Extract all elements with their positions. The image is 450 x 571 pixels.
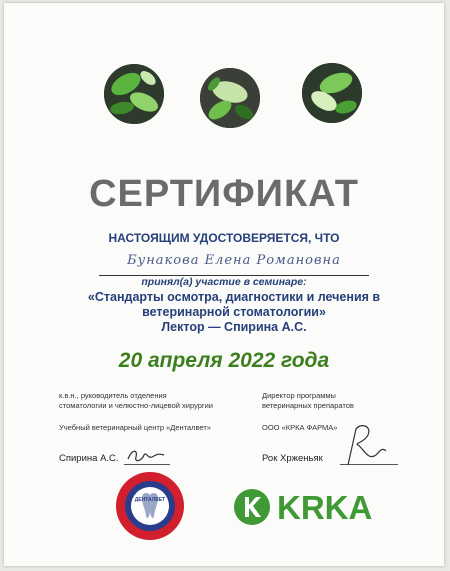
- seal-center-text: ДЕНТАЛВЕТ: [134, 497, 166, 503]
- seminar-block: [84, 290, 384, 335]
- participation-text: принял(а) участие в семинаре:: [141, 276, 307, 288]
- left-signatory-name: Спирина А.С.: [59, 453, 119, 464]
- leaf-photo-icon: [200, 68, 260, 128]
- seminar-title: «Стандарты осмотра, диагностики и лечения в ветеринарной стоматологии»: [87, 290, 381, 319]
- recipient-name: Бунакова Елена Романовна: [127, 253, 341, 268]
- leaf-photo-icon: [104, 64, 164, 124]
- dentalvet-seal-icon: [114, 470, 186, 542]
- left-position-line1: к.в.н., руководитель отделения: [59, 391, 167, 400]
- certificate-sheet: [4, 3, 444, 566]
- right-signature-scribble: [342, 421, 392, 469]
- left-signatory-organization: Учебный ветеринарный центр «Денталвет»: [59, 423, 211, 432]
- leaf-decoration-row: [4, 59, 444, 129]
- right-signatory-name: Рок Хрженьяк: [262, 453, 323, 464]
- leaf-photo-icon: [302, 63, 362, 123]
- right-position-line1: Директор программы: [262, 391, 336, 400]
- left-signature-scribble: [124, 445, 168, 467]
- left-signatory-position: [59, 391, 249, 410]
- right-position-line2: ветеринарных препаратов: [262, 400, 354, 410]
- krka-brand-text: KRKA: [277, 489, 373, 526]
- right-signatory-position: [262, 391, 432, 410]
- lecturer-line: Лектор — Спирина А.С.: [161, 320, 307, 334]
- left-position-line2: стоматологии и челюстно-лицевой хирургии: [59, 400, 213, 410]
- right-signatory-organization: ООО «КРКА ФАРМА»: [262, 423, 338, 432]
- krka-logo-icon: [232, 485, 392, 529]
- certificate-title: СЕРТИФИКАТ: [89, 173, 359, 215]
- seminar-date: 20 апреля 2022 года: [118, 349, 330, 372]
- certify-statement: НАСТОЯЩИМ УДОСТОВЕРЯЕТСЯ, ЧТО: [108, 231, 340, 245]
